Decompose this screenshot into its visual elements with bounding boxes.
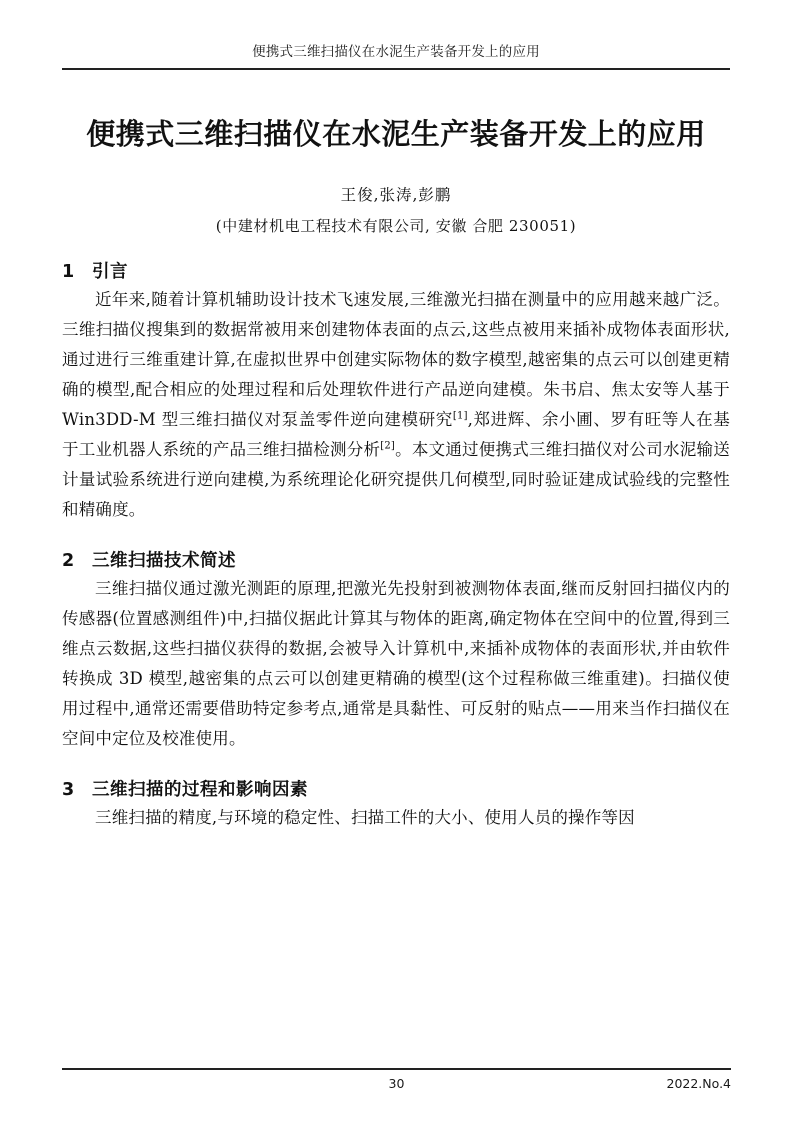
section-title-1: 引言: [92, 262, 128, 283]
affiliation: (中建材机电工程技术有限公司, 安徽 合肥 230051): [215, 217, 577, 236]
section-number-1: 1: [62, 262, 75, 283]
section-title-3: 三维扫描的过程和影响因素: [92, 780, 308, 801]
page-content: [62, 40, 730, 1080]
citation-marker: [1]: [452, 410, 468, 422]
section-heading-1: [62, 258, 730, 283]
section-heading-2: [62, 547, 730, 572]
citation-marker: [2]: [380, 440, 396, 452]
section-3-paragraph-1: 三维扫描的精度,与环境的稳定性、扫描工件的大小、使用人员的操作等因: [95, 808, 635, 828]
issue-label: 2022.No.4: [666, 1076, 731, 1091]
page-footer: [62, 1076, 731, 1096]
section-2-paragraph-1: 三维扫描仪通过激光测距的原理,把激光先投射到被测物体表面,继而反射回扫描仪内的传感器(位置感测组件)中,扫描仪据此计算其与物体的距离,确定物体在空间中的位置,得到三维点云数据,这些扫描仪获得的数据,会被导入计算机中,来插补成物体的表面形状,并由软件转换成 3D 模型,越密集的点云可以创建更精确的模型(这个过程称做三维重建)。扫描仪使用过程中,通常还需要借助特定参考点,通常是具黏性、可反射的贴点——用来当作扫描仪在空间中定位及校准使用。: [62, 579, 730, 749]
page-title: 便携式三维扫描仪在水泥生产装备开发上的应用: [86, 117, 706, 151]
page-number: 30: [388, 1076, 405, 1091]
section-heading-3: [62, 776, 730, 801]
section-number-3: 3: [62, 780, 75, 801]
author-list: 王俊,张涛,彭鹏: [340, 186, 452, 205]
section-1-paragraph-1: 近年来,随着计算机辅助设计技术飞速发展,三维激光扫描在测量中的应用越来越广泛。三维扫描仪搜集到的数据常被用来创建物体表面的点云,这些点被用来插补成物体表面形状,通过进行三维重建计算,在虚拟世界中创建实际物体的数字模型,越密集的点云可以创建更精确的模型,配合相应的处理过程和后处理软件进行产品逆向建模。朱书启、焦太安等人基于 Win3DD-M 型三维扫描仪对泵盖零件逆向建模研究[1],郑进辉、余小圃、罗有旺等人在基于工业机器人系统的产品三维扫描检测分析[2]。本文通过便携式三维扫描仪对公司水泥输送计量试验系统进行逆向建模,为系统理论化研究提供几何模型,同时验证建成试验线的完整性和精确度。: [62, 290, 731, 520]
section-number-2: 2: [62, 551, 75, 572]
running-head: 便携式三维扫描仪在水泥生产装备开发上的应用: [252, 44, 540, 60]
header-rule: [62, 68, 730, 70]
footer-rule: [62, 1068, 731, 1070]
section-title-2: 三维扫描技术简述: [92, 551, 236, 572]
